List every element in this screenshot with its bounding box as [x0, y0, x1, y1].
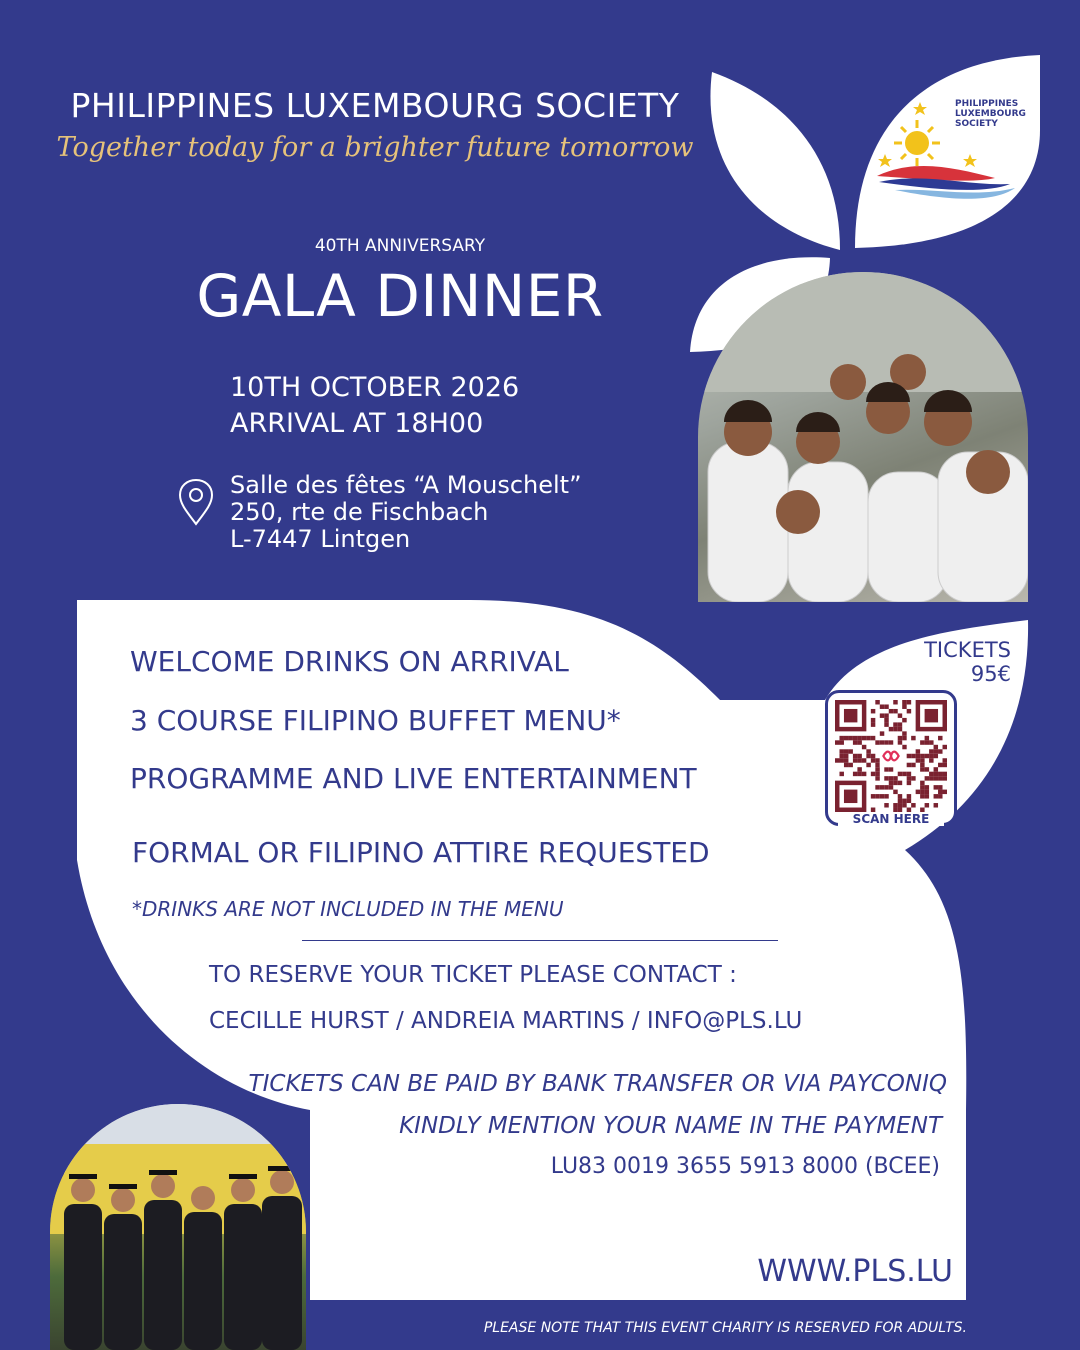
tickets-info: [924, 638, 1011, 686]
tickets-price: 95€: [970, 662, 1011, 686]
event-title: GALA DINNER: [196, 262, 604, 330]
feature-welcome-drinks: WELCOME DRINKS ON ARRIVAL: [130, 645, 569, 678]
feature-entertainment: PROGRAMME AND LIVE ENTERTAINMENT: [130, 762, 697, 795]
leaf-top-left-shape: [710, 72, 840, 250]
graduates-photo: [50, 1104, 306, 1350]
bank-iban: LU83 0019 3655 5913 8000 (BCEE): [550, 1154, 940, 1179]
logo-line-2: LUXEMBOURG: [955, 109, 1026, 119]
payment-reference-note: KINDLY MENTION YOUR NAME IN THE PAYMENT: [399, 1113, 942, 1139]
payment-methods: TICKETS CAN BE PAID BY BANK TRANSFER OR VIA PAYCONIQ: [248, 1071, 947, 1097]
children-photo: [698, 272, 1028, 602]
logo-text: [955, 99, 1026, 129]
location-pin-icon: [177, 478, 215, 526]
venue-city: L-7447 Lintgen: [230, 525, 411, 553]
contact-intro: TO RESERVE YOUR TICKET PLEASE CONTACT :: [209, 962, 737, 988]
website-link[interactable]: WWW.PLS.LU: [757, 1254, 953, 1289]
qr-code-icon[interactable]: [835, 700, 947, 812]
divider: [302, 940, 778, 941]
event-arrival: ARRIVAL AT 18H00: [230, 408, 484, 439]
drinks-note: *DRINKS ARE NOT INCLUDED IN THE MENU: [132, 897, 564, 921]
venue-address: [230, 472, 582, 553]
logo-line-1: PHILIPPINES: [955, 99, 1019, 109]
venue-name: Salle des fêtes “A Mouschelt”: [230, 471, 582, 499]
scan-here-label: SCAN HERE: [838, 812, 944, 826]
tickets-label: TICKETS: [924, 638, 1011, 662]
anniversary-label: 40TH ANNIVERSARY: [314, 236, 486, 256]
org-name: PHILIPPINES LUXEMBOURG SOCIETY: [70, 86, 680, 125]
contact-people[interactable]: CECILLE HURST / ANDREIA MARTINS / INFO@PLS.LU: [209, 1008, 803, 1034]
event-date: 10TH OCTOBER 2026: [230, 372, 520, 403]
feature-dress-code: FORMAL OR FILIPINO ATTIRE REQUESTED: [132, 836, 710, 869]
adults-only-note: PLEASE NOTE THAT THIS EVENT CHARITY IS RESERVED FOR ADULTS.: [483, 1320, 967, 1336]
event-date-block: [230, 370, 519, 442]
feature-buffet-menu: 3 COURSE FILIPINO BUFFET MENU*: [130, 704, 621, 737]
tagline: Together today for a brighter future tomorrow: [56, 132, 694, 163]
venue-street: 250, rte de Fischbach: [230, 498, 489, 526]
logo-line-3: SOCIETY: [955, 119, 998, 129]
